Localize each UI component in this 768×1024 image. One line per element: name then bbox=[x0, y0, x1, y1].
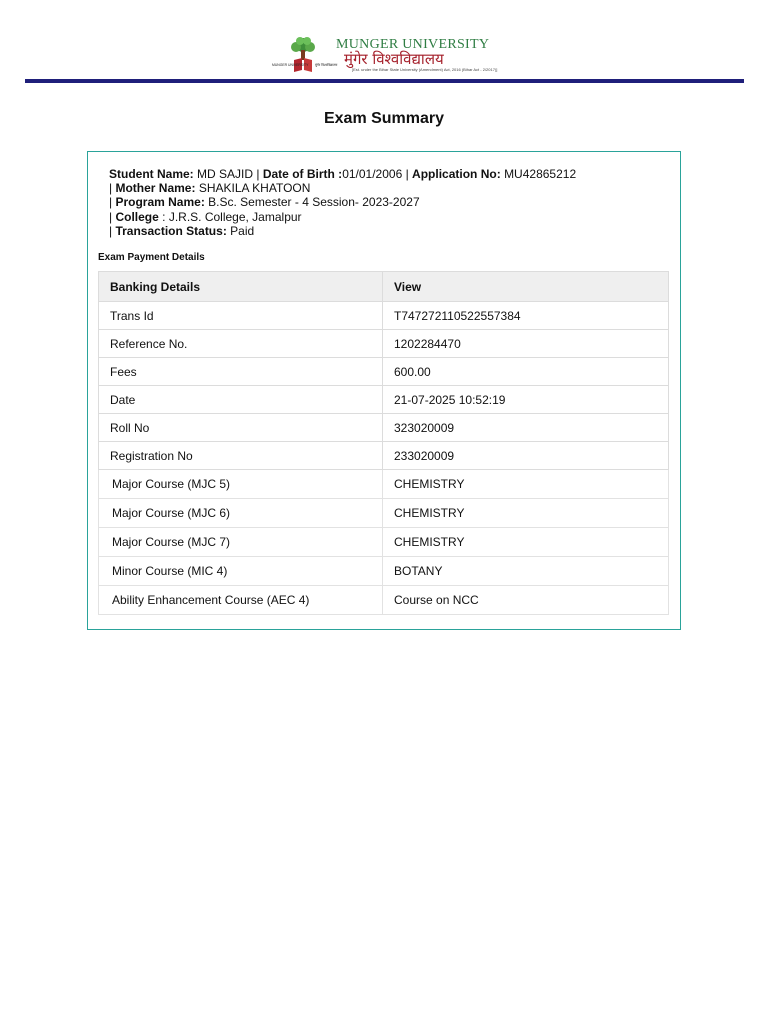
payment-details-table bbox=[98, 271, 669, 615]
mother-name: SHAKILA KHATOON bbox=[198, 181, 311, 196]
program-label: Program Name: bbox=[115, 195, 205, 210]
university-subtitle: [Est. under the Bihar State University (Amendment) Act, 2016 (Bihar Act - 2/2017)] bbox=[352, 67, 498, 72]
transaction-status: Paid bbox=[230, 223, 255, 238]
table-cell: BOTANY bbox=[383, 557, 669, 586]
table-cell: 21-07-2025 10:52:19 bbox=[383, 386, 669, 414]
table-cell: 233020009 bbox=[383, 442, 669, 470]
student-info bbox=[109, 167, 669, 238]
column-header-view: View bbox=[383, 272, 669, 302]
table-cell: Roll No bbox=[99, 414, 383, 442]
student-name-label: Student Name: bbox=[109, 167, 194, 181]
table-row-fees bbox=[99, 358, 669, 386]
info-line-3: | Program Name: B.Sc. Semester - 4 Session- 2023-2027 bbox=[109, 195, 420, 210]
college-name: J.R.S. College, Jamalpur bbox=[168, 209, 302, 224]
section-label: Exam Payment Details bbox=[98, 252, 205, 263]
table-cell: Ability Enhancement Course (AEC 4) bbox=[99, 586, 383, 615]
university-name-hindi: मुंगेर विश्वविद्यालय bbox=[344, 50, 444, 68]
university-emblem-icon bbox=[270, 36, 338, 76]
university-name: MUNGER UNIVERSITY bbox=[336, 37, 490, 52]
table-cell: Reference No. bbox=[99, 330, 383, 358]
page-title: Exam Summary bbox=[323, 110, 445, 127]
table-row-course bbox=[99, 499, 669, 528]
info-line-5: | Transaction Status: Paid bbox=[109, 223, 255, 238]
application-no: MU42865212 bbox=[504, 167, 577, 181]
table-row-course bbox=[99, 470, 669, 499]
table-cell: Fees bbox=[99, 358, 383, 386]
table-cell: Date bbox=[99, 386, 383, 414]
table-cell: Major Course (MJC 7) bbox=[99, 528, 383, 557]
table-cell: Course on NCC bbox=[383, 586, 669, 615]
program-name: B.Sc. Semester - 4 Session- 2023-2027 bbox=[208, 195, 420, 210]
table-cell: Minor Course (MIC 4) bbox=[99, 557, 383, 586]
dob-value: 01/01/2006 bbox=[342, 167, 403, 181]
header-divider bbox=[25, 79, 744, 83]
table-row-trans-id bbox=[99, 302, 669, 330]
table-header-row bbox=[99, 272, 669, 302]
mother-label: Mother Name: bbox=[115, 181, 196, 196]
university-logo bbox=[270, 36, 502, 76]
table-row-course bbox=[99, 557, 669, 586]
table-cell: CHEMISTRY bbox=[383, 528, 669, 557]
table-row-course bbox=[99, 528, 669, 557]
table-cell: Trans Id bbox=[99, 302, 383, 330]
dob-label: Date of Birth : bbox=[262, 167, 343, 181]
table-cell: CHEMISTRY bbox=[383, 470, 669, 499]
application-label: Application No: bbox=[412, 167, 501, 181]
emblem-text-2: मुंगेर विश्वविद्यालय bbox=[315, 63, 338, 67]
info-line-2: | Mother Name: SHAKILA KHATOON bbox=[109, 181, 311, 196]
page-header bbox=[0, 0, 768, 80]
student-name: MD SAJID bbox=[197, 167, 254, 181]
status-label: Transaction Status: bbox=[115, 223, 227, 238]
table-row-roll-no bbox=[99, 414, 669, 442]
info-line-4: | College : J.R.S. College, Jamalpur bbox=[109, 209, 302, 224]
table-cell: Major Course (MJC 6) bbox=[99, 499, 383, 528]
table-row-reference-no bbox=[99, 330, 669, 358]
table-row-date bbox=[99, 386, 669, 414]
column-header-banking-details: Banking Details bbox=[99, 272, 383, 302]
table-cell: 323020009 bbox=[383, 414, 669, 442]
info-line-1: Student Name: MD SAJID | Date of Birth :01/01/2006 | Application No: MU42865212 bbox=[109, 167, 577, 181]
emblem-text-1: MUNGER UNIVERSITY bbox=[272, 63, 309, 67]
college-label: College bbox=[115, 209, 159, 224]
table-row-course bbox=[99, 586, 669, 615]
table-cell: CHEMISTRY bbox=[383, 499, 669, 528]
table-cell: T747272110522557384 bbox=[383, 302, 669, 330]
table-cell: Registration No bbox=[99, 442, 383, 470]
table-cell: Major Course (MJC 5) bbox=[99, 470, 383, 499]
table-cell: 1202284470 bbox=[383, 330, 669, 358]
table-row-registration-no bbox=[99, 442, 669, 470]
table-cell: 600.00 bbox=[383, 358, 669, 386]
